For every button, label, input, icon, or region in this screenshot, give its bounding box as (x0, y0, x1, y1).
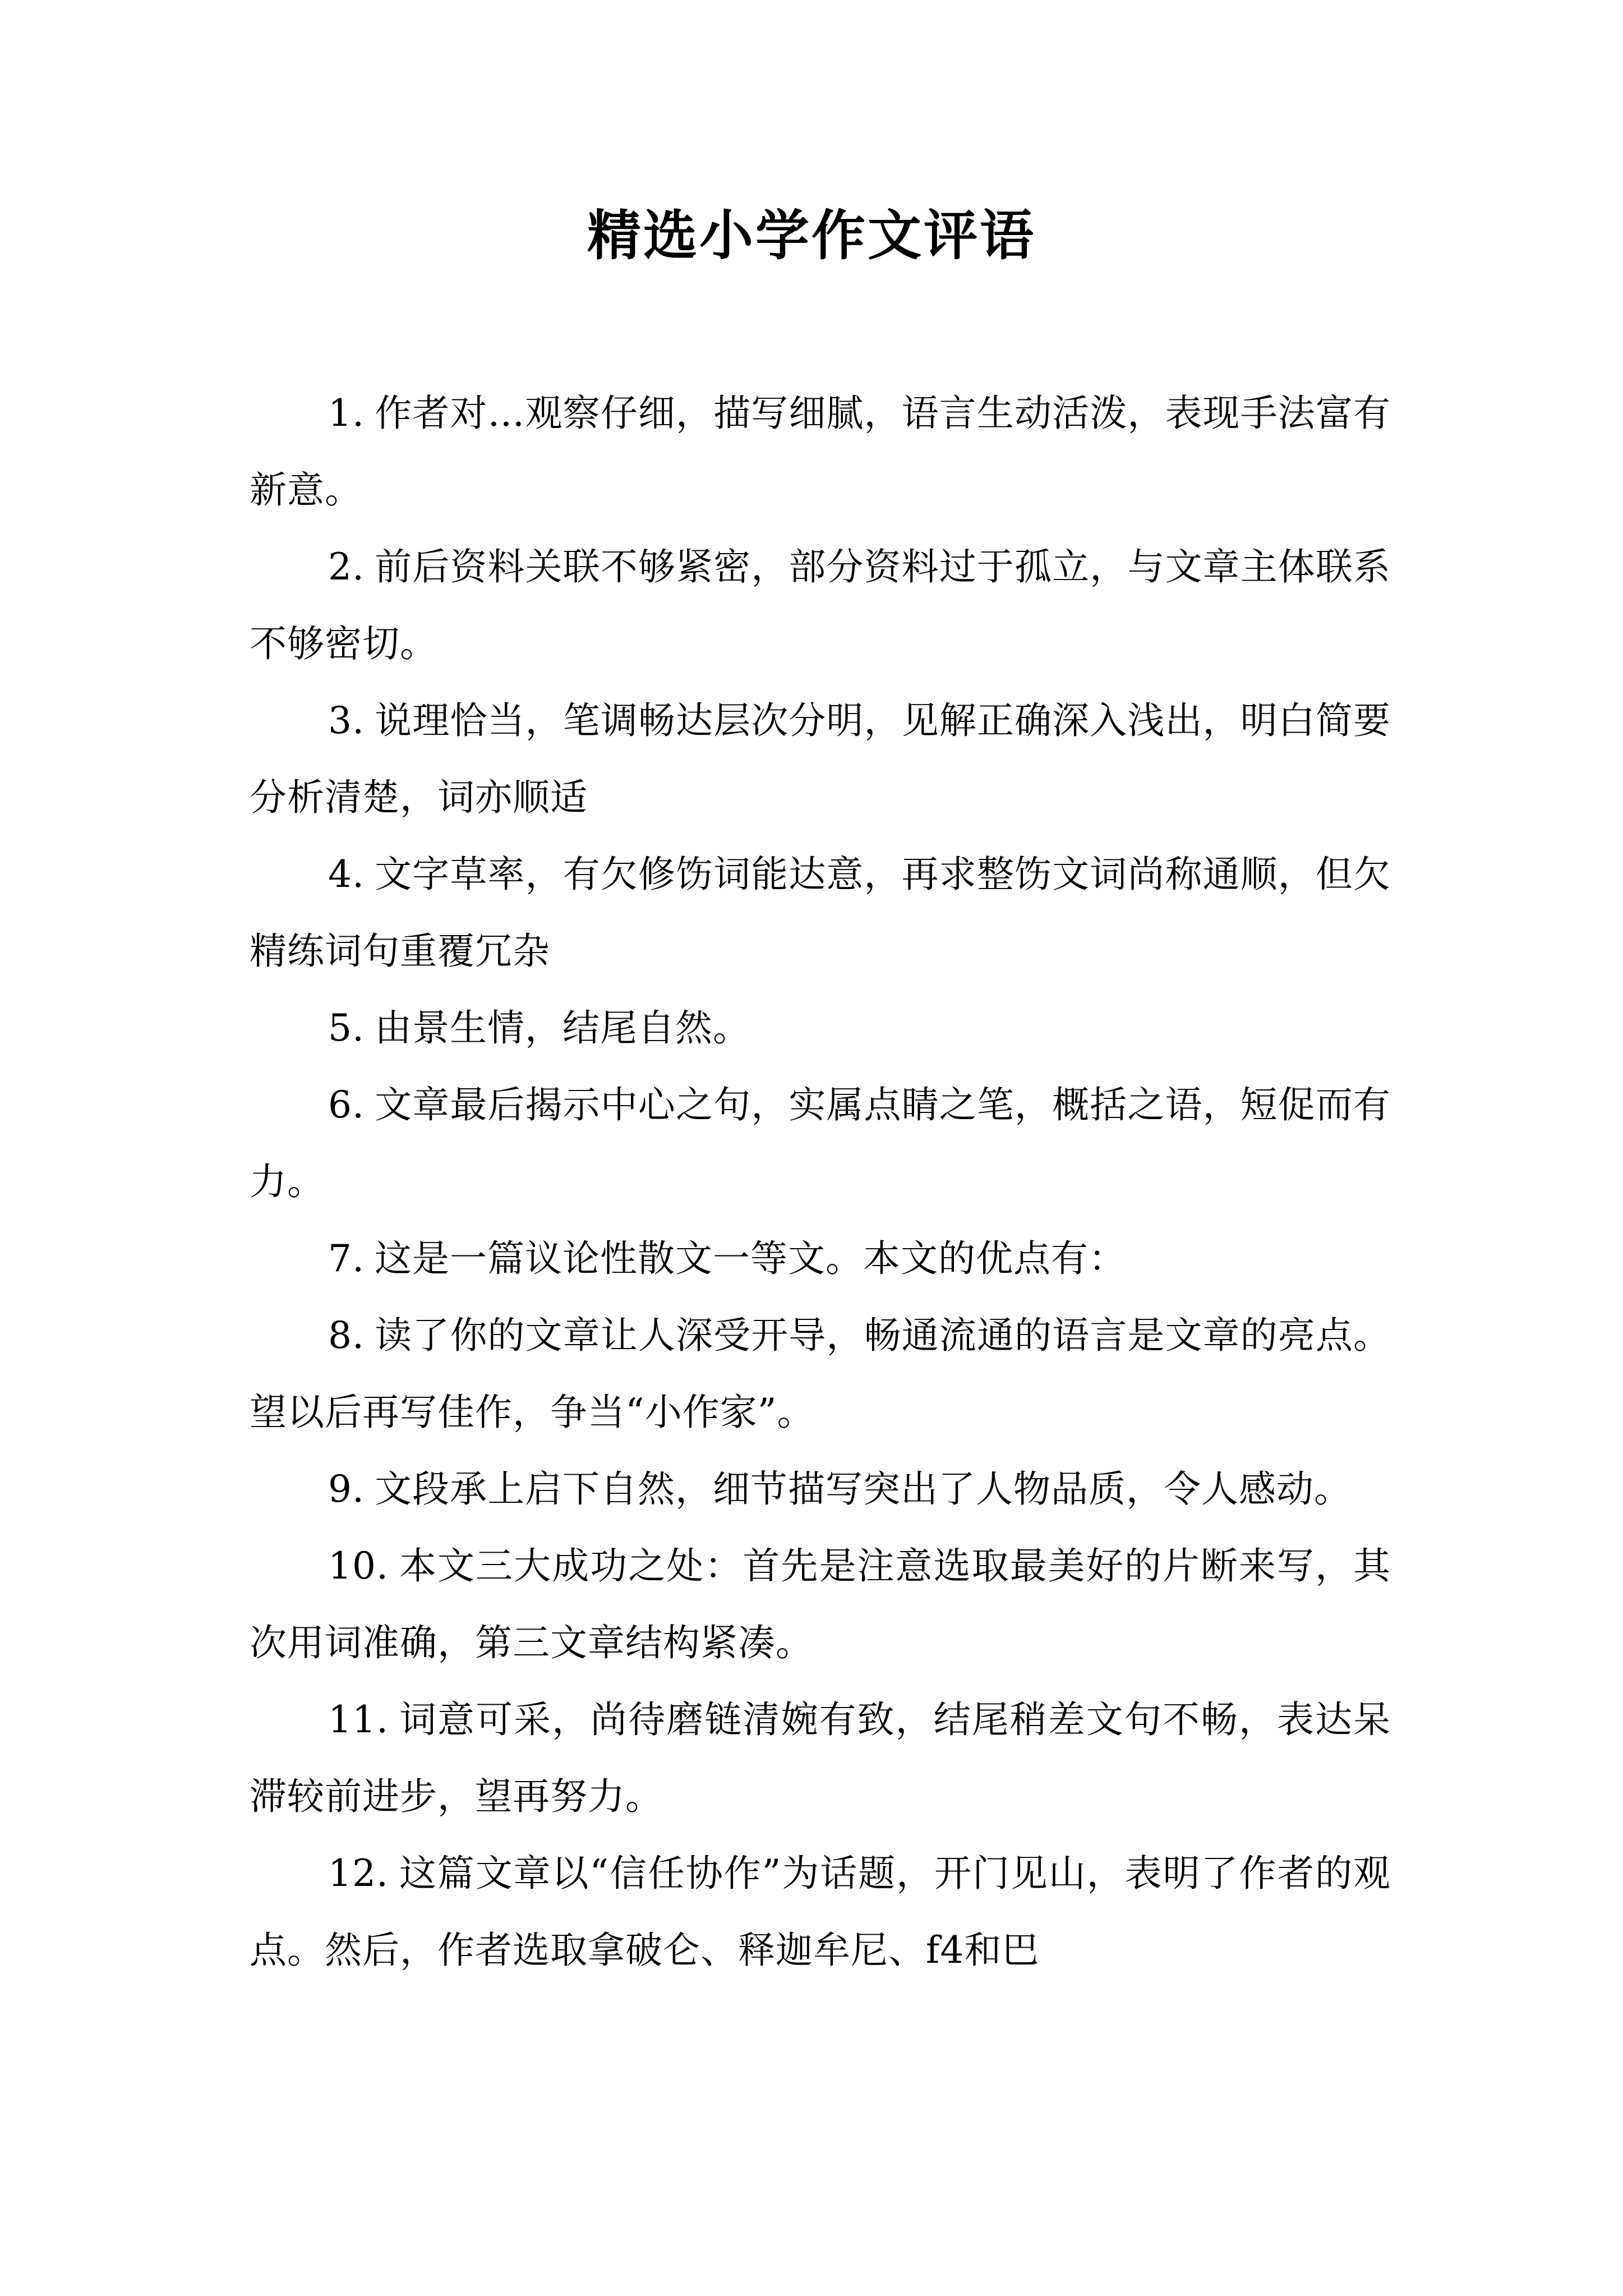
paragraph-number: 12. (328, 1852, 389, 1895)
paragraph (250, 528, 1391, 682)
paragraph-number: 9. (328, 1467, 365, 1511)
paragraph (250, 1297, 1391, 1451)
paragraph (250, 1681, 1391, 1835)
paragraph-number: 6. (328, 1083, 365, 1126)
paragraph-text: 说理恰当，笔调畅达层次分明，见解正确深入浅出，明白简要分析清楚，词亦顺适 (250, 699, 1391, 819)
paragraph-number: 2. (328, 545, 365, 588)
paragraph-number: 1. (328, 392, 365, 435)
paragraph-number: 7. (328, 1237, 365, 1280)
paragraph-text: 词意可采，尚待磨链清婉有致，结尾稍差文句不畅，表达呆滞较前进步，望再努力。 (250, 1698, 1391, 1818)
paragraph-text: 读了你的文章让人深受开导，畅通流通的语言是文章的亮点。望以后再写佳作，争当“小作家”。 (250, 1314, 1391, 1434)
paragraph-text: 本文三大成功之处：首先是注意选取最美好的片断来写，其次用词准确，第三文章结构紧凑。 (250, 1544, 1391, 1664)
paragraph-text: 文字草率，有欠修饬词能达意，再求整饬文词尚称通顺，但欠精练词句重覆冗杂 (250, 853, 1391, 973)
paragraph-text: 作者对…观察仔细，描写细腻，语言生动活泼，表现手法富有新意。 (250, 392, 1391, 512)
paragraph-number: 8. (328, 1314, 365, 1357)
paragraph-text: 这是一篇议论性散文一等文。本文的优点有： (374, 1237, 1126, 1280)
paragraph-text: 这篇文章以“信任协作”为话题，开门见山，表明了作者的观点。然后，作者选取拿破仑、释迦牟尼、f4和巴 (250, 1852, 1391, 1972)
paragraph (250, 1220, 1391, 1297)
paragraph (250, 375, 1391, 528)
document-body (250, 375, 1391, 1989)
paragraph-number: 11. (328, 1698, 389, 1741)
paragraph (250, 1527, 1391, 1681)
paragraph-text: 文章最后揭示中心之句，实属点睛之笔，概括之语，短促而有力。 (250, 1083, 1391, 1203)
paragraph (250, 836, 1391, 990)
paragraph-number: 5. (328, 1006, 365, 1050)
paragraph-text: 前后资料关联不够紧密，部分资料过于孤立，与文章主体联系不够密切。 (250, 545, 1391, 665)
paragraph-number: 3. (328, 699, 365, 742)
paragraph-text: 由景生情，结尾自然。 (374, 1006, 750, 1050)
paragraph (250, 682, 1391, 836)
document-title: 精选小学作文评语 (587, 204, 1036, 267)
paragraph (250, 1066, 1391, 1220)
paragraph-number: 10. (328, 1544, 389, 1588)
paragraph (250, 1835, 1391, 1989)
paragraph (250, 1451, 1391, 1527)
paragraph-number: 4. (328, 853, 365, 896)
paragraph-text: 文段承上启下自然，细节描写突出了人物品质，令人感动。 (374, 1467, 1352, 1511)
paragraph (250, 990, 1391, 1066)
